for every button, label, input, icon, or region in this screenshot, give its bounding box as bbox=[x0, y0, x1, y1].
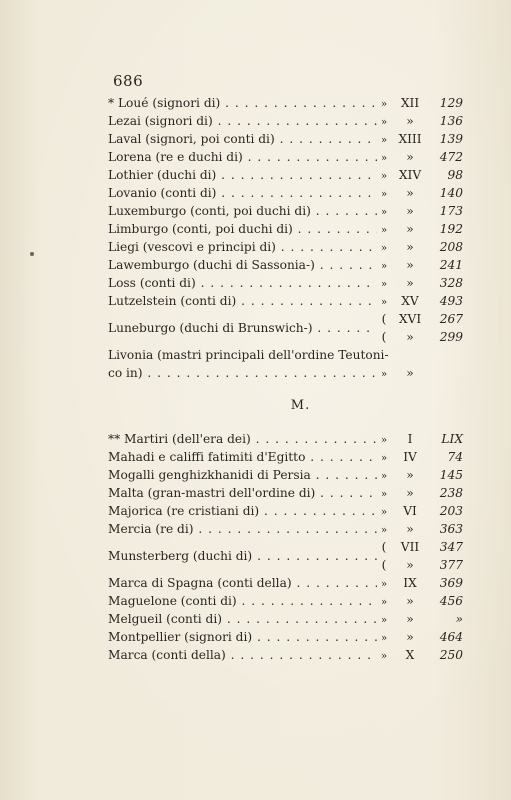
index-entry bbox=[108, 520, 463, 538]
entry-volume: » bbox=[406, 612, 414, 626]
entry-mark: » bbox=[380, 189, 388, 200]
entry-volume: VII bbox=[400, 540, 420, 554]
entry-name: ** Martiri (dell'era dei) . . . bbox=[108, 430, 377, 448]
entry-mark: » bbox=[380, 243, 388, 254]
entry-page: LIX bbox=[441, 432, 463, 446]
entry-name: Mercia (re di) . . . bbox=[108, 520, 377, 538]
entry-name: Limburgo (conti, poi duchi di) . . . bbox=[108, 220, 377, 238]
entry-mark: » bbox=[380, 225, 388, 236]
index-entry bbox=[108, 202, 463, 220]
entry-ref bbox=[377, 328, 463, 346]
entry-page: 203 bbox=[439, 504, 463, 518]
entry-mark: » bbox=[380, 489, 388, 500]
entry-mark: » bbox=[380, 261, 388, 272]
entry-name: Mahadi e califfi fatimiti d'Egitto . . . bbox=[108, 448, 377, 466]
entry-volume: » bbox=[406, 240, 414, 254]
index-entry bbox=[108, 166, 463, 184]
entry-mark: » bbox=[380, 453, 388, 464]
entry-mark: » bbox=[380, 435, 388, 446]
index-entry bbox=[108, 502, 463, 520]
entry-page: 140 bbox=[439, 186, 463, 200]
index-entry bbox=[108, 148, 463, 166]
entry-ref bbox=[377, 310, 463, 328]
index-entry bbox=[108, 256, 463, 274]
entry-mark: » bbox=[380, 507, 388, 518]
entry-volume: » bbox=[406, 558, 414, 572]
entry-mark: » bbox=[380, 597, 388, 608]
entry-name: Majorica (re cristiani di) . . . bbox=[108, 502, 377, 520]
entry-page: 139 bbox=[439, 132, 463, 146]
index-entry bbox=[108, 184, 463, 202]
index-entry bbox=[108, 484, 463, 502]
entry-volume: » bbox=[406, 204, 414, 218]
entry-mark: » bbox=[380, 633, 388, 644]
entry-mark: » bbox=[380, 207, 388, 218]
entry-volume: » bbox=[406, 468, 414, 482]
index-entry bbox=[108, 238, 463, 256]
index-entry bbox=[108, 112, 463, 130]
entry-ref bbox=[377, 556, 463, 574]
entry-page: 472 bbox=[439, 150, 463, 164]
entry-page: 145 bbox=[439, 468, 463, 482]
ink-blot bbox=[30, 252, 34, 256]
entry-volume: » bbox=[406, 630, 414, 644]
entry-name: Luxemburgo (conti, poi duchi di) . . . bbox=[108, 202, 377, 220]
entry-name: Maguelone (conti di) . . . bbox=[108, 592, 377, 610]
index-entry bbox=[108, 292, 463, 310]
entry-name: Lutzelstein (conti di) . . . bbox=[108, 292, 377, 310]
entry-page: 377 bbox=[439, 558, 463, 572]
entry-name: Laval (signori, poi conti di) . . . bbox=[108, 130, 377, 148]
entry-name-line1: Livonia (mastri principali dell'ordine Teutoni- bbox=[108, 348, 389, 362]
index-entry bbox=[108, 574, 463, 592]
entry-volume: » bbox=[406, 594, 414, 608]
entry-name: Montpellier (signori di) . . . bbox=[108, 628, 377, 646]
entries-group-m2 bbox=[108, 574, 463, 664]
entry-refs bbox=[377, 310, 463, 346]
entry-page: 464 bbox=[439, 630, 463, 644]
index-entry bbox=[108, 430, 463, 448]
entry-ref bbox=[377, 538, 463, 556]
entry-mark: » bbox=[380, 369, 388, 380]
index-entry-livonia bbox=[108, 346, 463, 382]
entry-name: Lovanio (conti di) . . . bbox=[108, 184, 377, 202]
entry-page: 74 bbox=[447, 450, 463, 464]
entry-page: 241 bbox=[439, 258, 463, 272]
index-entry-munsterberg bbox=[108, 538, 463, 574]
entry-mark: » bbox=[380, 651, 388, 662]
brace-mark: ( bbox=[381, 330, 387, 344]
entry-page: 328 bbox=[439, 276, 463, 290]
entry-mark: » bbox=[380, 117, 388, 128]
page-number: 686 bbox=[113, 72, 144, 90]
entry-volume: » bbox=[406, 186, 414, 200]
brace-mark: ( bbox=[381, 312, 387, 326]
entry-mark: » bbox=[380, 525, 388, 536]
entry-name: * Loué (signori di) . . . bbox=[108, 94, 377, 112]
entry-mark: » bbox=[380, 615, 388, 626]
entry-page: » bbox=[455, 612, 463, 626]
entry-volume: IX bbox=[403, 576, 417, 590]
entry-name: Marca di Spagna (conti della) . . . bbox=[108, 574, 377, 592]
index-entry bbox=[108, 94, 463, 112]
index-entry-luneburgo bbox=[108, 310, 463, 346]
section-heading-m: M. bbox=[290, 398, 311, 413]
entry-page: 493 bbox=[439, 294, 463, 308]
entry-page: 250 bbox=[439, 648, 463, 662]
index-entry bbox=[108, 220, 463, 238]
entry-volume: » bbox=[406, 150, 414, 164]
entry-volume: IV bbox=[403, 450, 417, 464]
entry-volume: » bbox=[406, 366, 414, 380]
entry-name: Luneburgo (duchi di Brunswich-) . . . bbox=[108, 319, 377, 337]
entry-name-line2: co in) . . . bbox=[108, 364, 377, 382]
entry-volume: X bbox=[405, 648, 415, 662]
entry-page: 369 bbox=[439, 576, 463, 590]
entry-page: 208 bbox=[439, 240, 463, 254]
entry-mark: » bbox=[380, 297, 388, 308]
index-entry bbox=[108, 448, 463, 466]
entry-volume: VI bbox=[403, 504, 417, 518]
entry-volume: » bbox=[406, 330, 414, 344]
entry-name: Melgueil (conti di) . . . bbox=[108, 610, 377, 628]
index-entry bbox=[108, 130, 463, 148]
index-list bbox=[108, 94, 463, 664]
entry-name: Lorena (re e duchi di) . . . bbox=[108, 148, 377, 166]
entry-mark: » bbox=[380, 135, 388, 146]
entry-name: Malta (gran-mastri dell'ordine di) . . . bbox=[108, 484, 377, 502]
entry-refs bbox=[377, 538, 463, 574]
entry-mark: » bbox=[380, 171, 388, 182]
entry-mark: » bbox=[380, 471, 388, 482]
entry-volume: » bbox=[406, 522, 414, 536]
entry-page: 98 bbox=[447, 168, 463, 182]
entries-group-l bbox=[108, 94, 463, 310]
entry-mark: » bbox=[380, 579, 388, 590]
index-entry bbox=[108, 592, 463, 610]
entry-volume: XIV bbox=[398, 168, 422, 182]
entry-page: 173 bbox=[439, 204, 463, 218]
entry-name: Loss (conti di) . . . bbox=[108, 274, 377, 292]
entry-volume: XIII bbox=[398, 132, 422, 146]
entry-mark: » bbox=[380, 153, 388, 164]
entry-name: Munsterberg (duchi di) . . . bbox=[108, 547, 377, 565]
entry-page: 129 bbox=[439, 96, 463, 110]
entry-name: Liegi (vescovi e principi di) . . . bbox=[108, 238, 377, 256]
entry-volume: » bbox=[406, 486, 414, 500]
entry-page: 299 bbox=[439, 330, 463, 344]
entry-page: 192 bbox=[439, 222, 463, 236]
entry-page: 267 bbox=[439, 312, 463, 326]
brace-mark: ( bbox=[381, 558, 387, 572]
entry-line2 bbox=[108, 364, 463, 382]
entry-page: 347 bbox=[439, 540, 463, 554]
entry-volume: » bbox=[406, 276, 414, 290]
index-entry bbox=[108, 628, 463, 646]
entries-group-m1 bbox=[108, 430, 463, 538]
entry-page: 456 bbox=[439, 594, 463, 608]
index-entry bbox=[108, 274, 463, 292]
entry-volume: » bbox=[406, 222, 414, 236]
entry-mark: » bbox=[380, 279, 388, 290]
entry-page: 363 bbox=[439, 522, 463, 536]
entry-page: 238 bbox=[439, 486, 463, 500]
index-entry bbox=[108, 466, 463, 484]
entry-page: 136 bbox=[439, 114, 463, 128]
entry-volume: XVI bbox=[398, 312, 422, 326]
entry-name: Lawemburgo (duchi di Sassonia-) . . . bbox=[108, 256, 377, 274]
entry-name: Marca (conti della) . . . bbox=[108, 646, 377, 664]
entry-volume: » bbox=[406, 258, 414, 272]
entry-name: Lezai (signori di) . . . bbox=[108, 112, 377, 130]
index-entry bbox=[108, 610, 463, 628]
entry-volume: XV bbox=[401, 294, 419, 308]
brace-mark: ( bbox=[381, 540, 387, 554]
entry-volume: I bbox=[407, 432, 413, 446]
entry-name: Mogalli genghizkhanidi di Persia . . . bbox=[108, 466, 377, 484]
index-entry bbox=[108, 646, 463, 664]
entry-mark: » bbox=[380, 99, 388, 110]
entry-name: Lothier (duchi di) . . . bbox=[108, 166, 377, 184]
entry-volume: XII bbox=[400, 96, 420, 110]
entry-volume: » bbox=[406, 114, 414, 128]
